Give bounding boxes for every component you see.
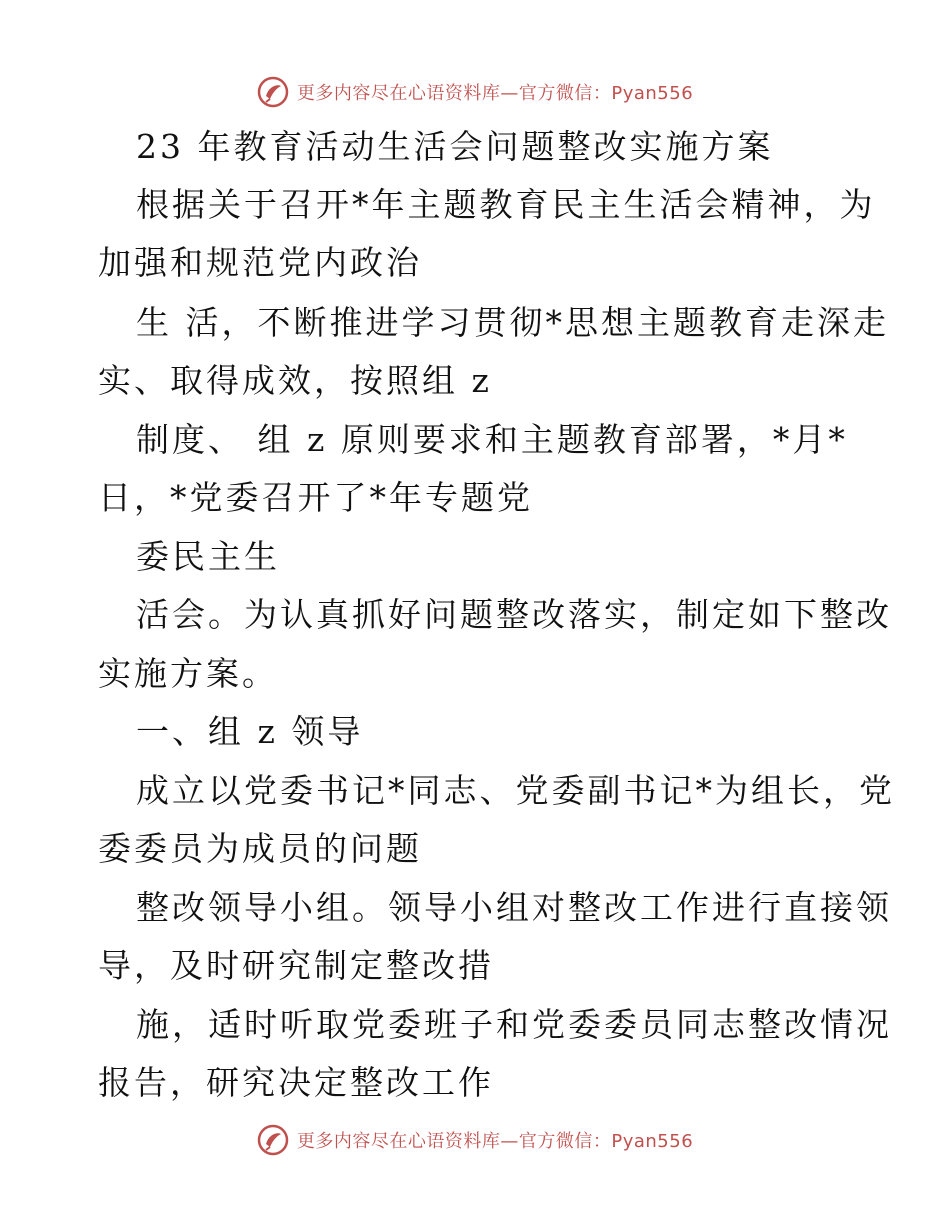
paragraph-line: 整改领导小组。领导小组对整改工作进行直接领 — [136, 888, 892, 927]
watermark-text: 更多内容尽在心语资料库—官方微信：Pyan556 — [296, 1131, 694, 1152]
paragraph-line: 活会。为认真抓好问题整改落实，制定如下整改 — [136, 595, 892, 634]
paragraph-line: 加强和规范党内政治 — [98, 243, 422, 282]
paragraph-line: 委委员为成员的问题 — [98, 829, 422, 868]
paragraph-line: 日，*党委召开了*年专题党 — [98, 478, 533, 517]
footer-watermark — [0, 1120, 950, 1160]
section-heading: 一、组 z 领导 — [136, 712, 364, 751]
brand-logo-icon — [257, 1124, 289, 1156]
paragraph-line: 根据关于召开*年主题教育民主生活会精神，为 — [136, 185, 876, 224]
paragraph-line: 制度、 组 z 原则要求和主题教育部署，*月* — [136, 420, 848, 459]
paragraph-line: 实施方案。 — [98, 654, 278, 693]
paragraph-line: 成立以党委书记*同志、党委副书记*为组长，党 — [136, 771, 895, 810]
watermark-text: 更多内容尽在心语资料库—官方微信：Pyan556 — [296, 83, 694, 104]
paragraph-line: 施，适时听取党委班子和党委委员同志整改情况 — [136, 1005, 892, 1044]
paragraph-line: 报告，研究决定整改工作 — [98, 1063, 494, 1102]
header-watermark — [0, 72, 950, 112]
brand-logo-icon — [257, 76, 289, 108]
document-title: 23 年教育活动生活会问题整改实施方案 — [136, 127, 774, 166]
paragraph-line: 导，及时研究制定整改措 — [98, 946, 494, 985]
paragraph-line: 实、取得成效，按照组 z — [98, 361, 492, 400]
paragraph-line: 委民主生 — [136, 537, 280, 576]
paragraph-line: 生 活，不断推进学习贯彻*思想主题教育走深走 — [136, 303, 889, 342]
